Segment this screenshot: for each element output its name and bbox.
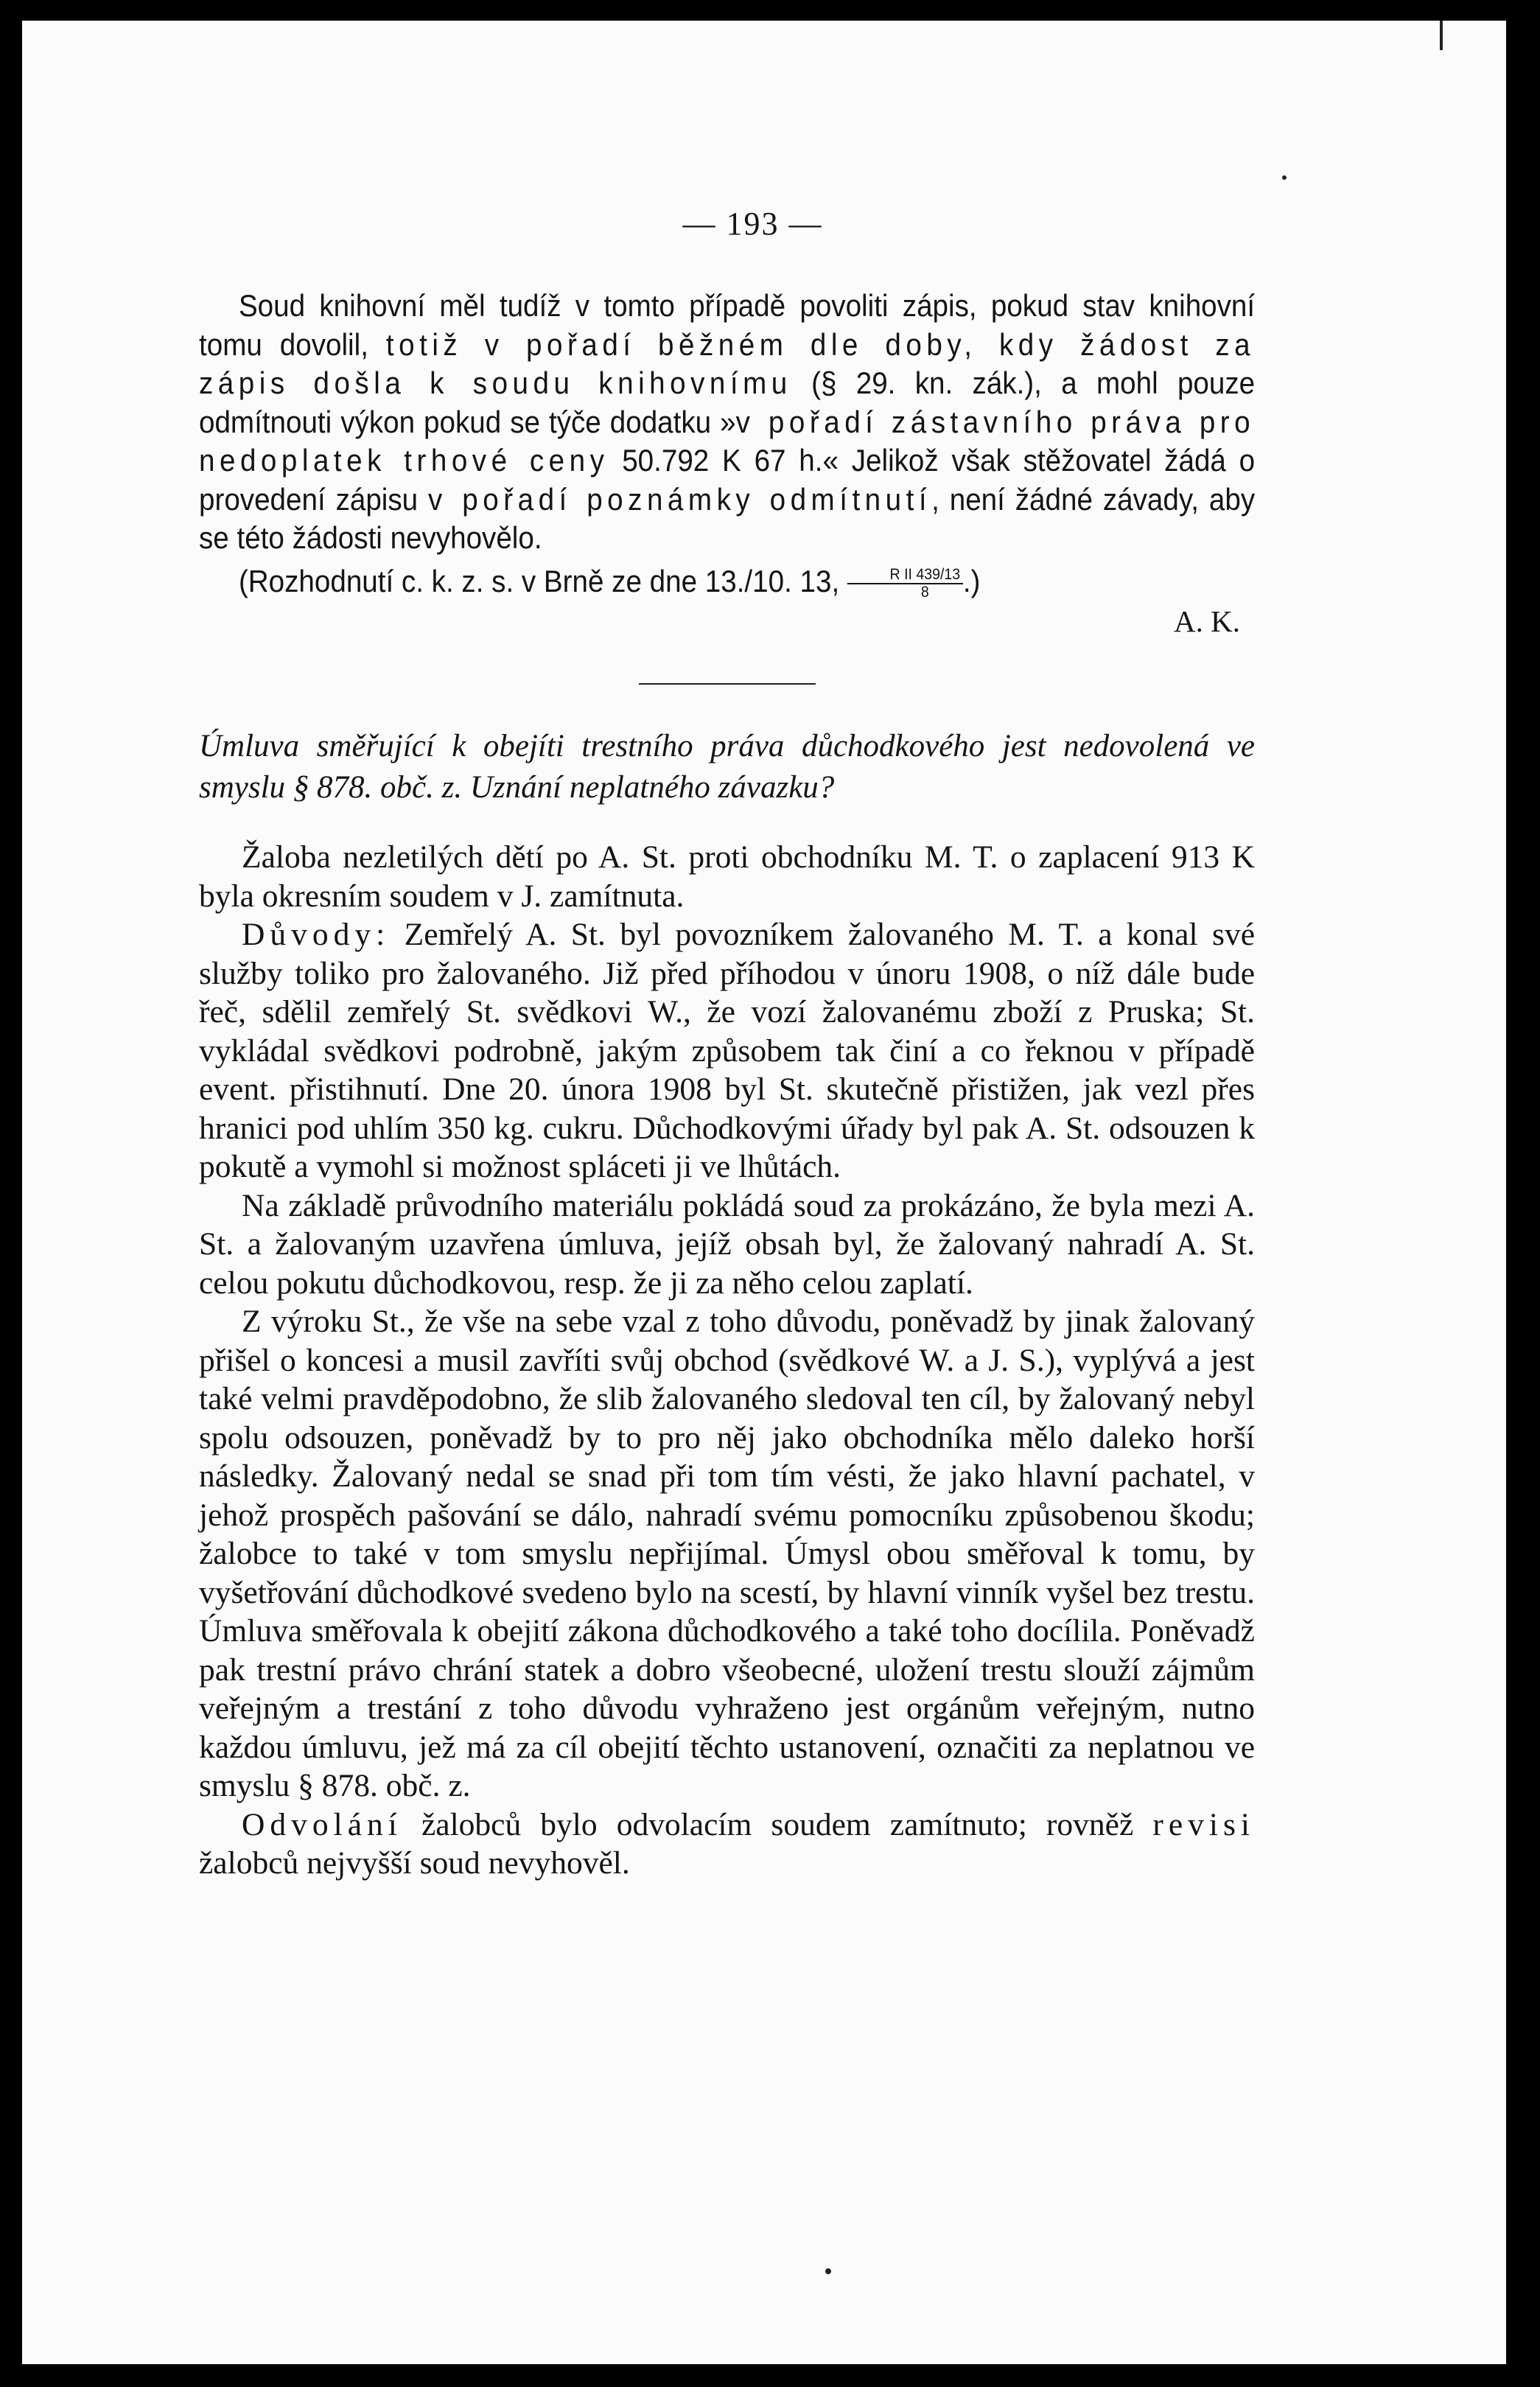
spaced-text: Důvody: <box>242 917 391 952</box>
file-number-fraction <box>847 567 963 601</box>
paragraph-zapis <box>199 287 1255 558</box>
page-number: — 193 — <box>682 206 823 242</box>
fraction-numerator: R II 439/13 <box>847 567 963 584</box>
decision-citation <box>199 562 1255 601</box>
spaced-text: revisi <box>1152 1806 1255 1842</box>
spaced-text: Odvolání <box>242 1806 402 1842</box>
spaced-text: v pořadí poznámky odmítnutí <box>428 481 932 517</box>
paragraph-zaloba: Žaloba nezletilých dětí po A. St. proti obchodníku M. T. o zaplacení 913 K byla okresním soudem v J. zamítnuta. <box>199 839 1255 914</box>
paragraph-odvolani <box>199 1806 1255 1883</box>
scan-mark <box>825 2268 831 2274</box>
book-page <box>22 21 1506 2364</box>
scan-mark <box>1282 175 1287 180</box>
fraction-denominator: 8 <box>920 583 929 601</box>
author-signature: A. K. <box>1174 604 1240 638</box>
case-headline: Úmluva směřující k obejíti trestního práva důchodkového jest nedovolená ve smyslu § 878. obč. z. Uznání neplatného závazku? <box>199 729 1255 805</box>
paragraph-vyrok: Z výroku St., že vše na sebe vzal z toho důvodu, poněvadž by jinak žalovaný přišel o koncesi a musil zavříti svůj obchod (svědkové W. a J. S.), vyplývá a jest také velmi pravděpodobno, že slib žalovaného sledoval ten cíl, by žalovaný nebyl spolu odsouzen, poněvadž by to pro něj jako obchodníka mělo daleko horší následky. Žalovaný nedal se snad při tom tím vésti, že jako hlavní pachatel, v jehož prospěch pašování se dálo, nahradí svému pomocníku způsobenou škodu; žalobce to také v tom smyslu nepřijímal. Úmysl obou směřoval k tomu, by vyšetřování důchodkové svedeno bylo na scestí, by hlavní vinník vyšel bez trestu. Úmluva směřovala k obejití zákona důchodkového a také toho docílila. Poněvadž pak trestní právo chrání statek a dobro všeobecné, uložení trestu slouží zájmům veřejným a trestání z toho důvodu vyhraženo jest orgánům veřejným, nutno každou úmluvu, jež má za cíl obejití těchto ustanovení, označiti za neplatnou ve smyslu § 878. obč. z. <box>199 1304 1255 1803</box>
text-run: 50.792 K 67 h.« Jelikož však stěžovatel žádá o provedení zápisu <box>199 443 1256 517</box>
text-run: , není žádné závady, aby se této žádosti nevyhovělo. <box>199 481 1256 555</box>
spaced-text: v pořadí zástavního práva pro nedoplatek trhové ceny <box>199 404 1256 478</box>
text-run: Zemřelý A. St. byl povozníkem žalovaného M. T. a konal své služby toliko pro žalovaného. Již před příhodou v únoru 1908, o níž dále bude řeč, sdělil zemřelý St. svědkovi W., že vozí žalovanému zboží z Pruska; St. vykládal svědkovi podrobně, jakým způsobem tak činí a co řeknou v případě event. přistihnutí. Dne 20. února 1908 byl St. skutečně přistižen, jak vezl přes hranici pod uhlím 350 kg. cukru. Důchodkovými úřady byl pak A. St. odsouzen k pokutě a vymohl si možnost spláceti ji ve lhůtách. <box>199 917 1255 1184</box>
section-divider <box>639 683 816 685</box>
scan-mark <box>1440 21 1443 50</box>
text-run: žalobců bylo odvolacím soudem zamítnuto; rovněž <box>402 1806 1153 1842</box>
first-paragraph-block <box>199 287 1255 601</box>
citation-text: (Rozhodnutí c. k. z. s. v Brně ze dne 13./10. 13, <box>238 563 840 598</box>
citation-end: .) <box>962 563 981 598</box>
case-body <box>199 838 1255 1883</box>
text-run: Soud knihovní měl tudíž v tomto případě povoliti zápis, pokud stav knihovní tomu dovolil, <box>199 288 1256 362</box>
paragraph-duvody <box>199 915 1255 1186</box>
spaced-text: totiž v pořadí běžném dle doby, kdy žádost za zápis došla k soudu knihovnímu <box>199 326 1256 400</box>
text-run: žalobců nejvyšší soud nevyhověl. <box>199 1845 630 1881</box>
page-content <box>199 205 1255 1883</box>
paragraph-zaklad: Na základě průvodního materiálu pokládá soud za prokázáno, že byla mezi A. St. a žalovaným uzavřena úmluva, jejíž obsah byl, že žalovaný nahradí A. St. celou pokutu důchodkovou, resp. že ji za něho celou zaplatí. <box>199 1187 1255 1301</box>
text-run: (§ 29. kn. zák.), a mohl pouze odmítnouti výkon pokud se týče dodatku » <box>199 366 1256 439</box>
